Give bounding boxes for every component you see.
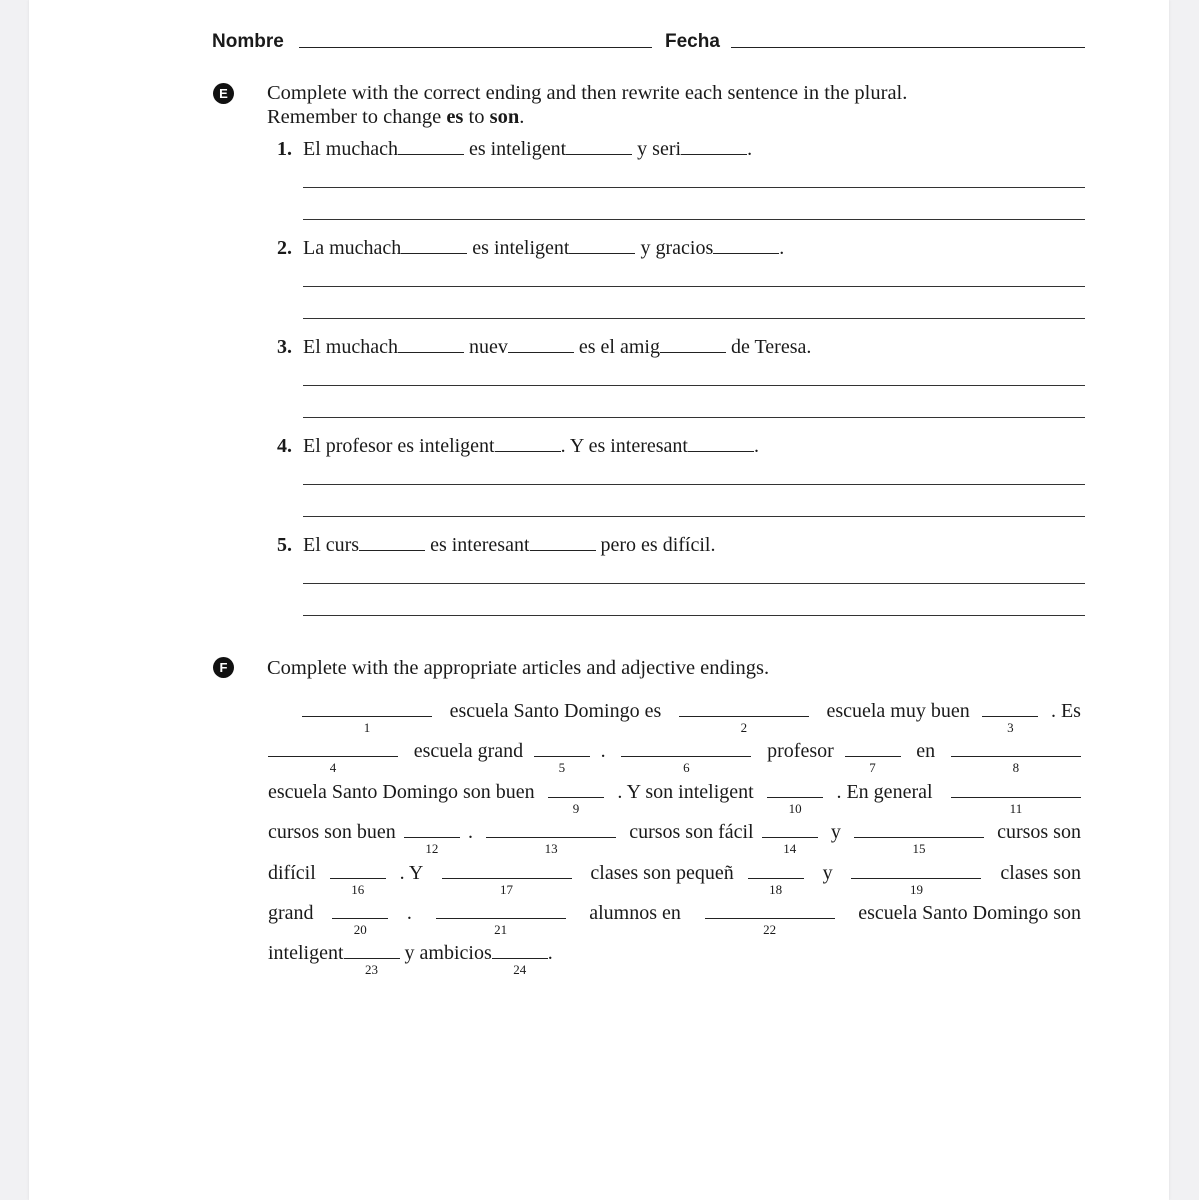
ending-blank[interactable] <box>688 450 754 452</box>
blank-21[interactable] <box>436 917 566 937</box>
ending-blank[interactable] <box>508 351 574 353</box>
item-text: El profesor es inteligent <box>303 435 495 457</box>
item-text: . <box>754 435 759 457</box>
answer-line[interactable] <box>303 385 1085 386</box>
instruction-es: es <box>446 106 464 128</box>
blank-15[interactable] <box>854 836 984 856</box>
blank-number: 3 <box>1007 720 1014 735</box>
item-number: 2. <box>277 237 292 259</box>
blank-1[interactable] <box>302 715 432 735</box>
ending-blank[interactable] <box>495 450 561 452</box>
blank-number: 11 <box>1009 801 1023 816</box>
item-text: es el amig <box>573 336 660 358</box>
paragraph-text: y <box>825 821 846 843</box>
blank-number: 8 <box>1012 760 1020 775</box>
paragraph-text: en <box>911 740 941 762</box>
paragraph-text: . En general <box>836 781 938 803</box>
item-text: y gracios <box>635 237 714 259</box>
section-e-badge: E <box>213 83 234 104</box>
exercise-item <box>277 336 811 359</box>
ending-blank[interactable] <box>401 252 467 254</box>
paragraph-line <box>268 902 1081 937</box>
paragraph-text: inteligent <box>268 942 344 964</box>
ending-blank[interactable] <box>569 252 635 254</box>
blank-10[interactable] <box>767 796 823 816</box>
blank-number: 4 <box>329 760 337 775</box>
blank-12[interactable] <box>404 836 460 856</box>
section-f-instruction: Complete with the appropriate articles and adjective endings. <box>267 657 770 679</box>
ending-blank[interactable] <box>359 549 425 551</box>
name-label: Nombre <box>212 31 284 52</box>
blank-5[interactable] <box>534 755 590 775</box>
ending-blank[interactable] <box>398 351 464 353</box>
blank-22[interactable] <box>705 917 835 937</box>
instruction-line-2 <box>267 105 907 129</box>
exercise-item <box>277 435 759 458</box>
answer-line[interactable] <box>303 583 1085 584</box>
paragraph-text: y ambicios <box>399 942 492 964</box>
item-number: 5. <box>277 534 292 556</box>
blank-8[interactable] <box>951 755 1081 775</box>
exercise-item <box>277 138 752 161</box>
section-e-instructions <box>267 81 907 129</box>
blank-number: 5 <box>558 760 566 775</box>
blank-9[interactable] <box>548 796 604 816</box>
blank-number: 22 <box>763 922 777 937</box>
blank-number: 23 <box>365 962 379 977</box>
paragraph-text: . Es <box>1050 700 1081 722</box>
blank-number: 2 <box>740 720 748 735</box>
blank-7[interactable] <box>845 755 901 775</box>
blank-number: 18 <box>769 882 783 897</box>
paragraph-text: escuela Santo Domingo es <box>444 700 667 722</box>
paragraph-text: . Y <box>399 862 428 884</box>
ending-blank[interactable] <box>530 549 596 551</box>
answer-line[interactable] <box>303 615 1085 616</box>
exercise-item <box>277 534 715 557</box>
paragraph-text: profesor <box>762 740 834 762</box>
paragraph-text: escuela muy buen <box>821 700 970 722</box>
answer-line[interactable] <box>303 219 1085 220</box>
instruction-text: Remember to change <box>267 106 447 128</box>
ending-blank[interactable] <box>566 153 632 155</box>
blank-18[interactable] <box>748 877 804 897</box>
item-text: es inteligent <box>463 138 567 160</box>
worksheet-page <box>29 0 1169 1200</box>
instruction-son: son <box>489 106 520 128</box>
item-text: . <box>779 237 785 259</box>
paragraph-line <box>268 781 1081 816</box>
paragraph-text: cursos son <box>992 821 1081 843</box>
item-number: 1. <box>277 138 292 160</box>
blank-number: 17 <box>500 882 513 897</box>
item-text: y seri <box>632 138 682 160</box>
blank-number: 6 <box>683 760 690 775</box>
item-text: La muchach <box>303 237 402 259</box>
name-field[interactable] <box>299 47 652 48</box>
item-text: . Y es interesant <box>560 435 688 457</box>
blank-17[interactable] <box>442 877 572 897</box>
instruction-text: . <box>519 106 525 128</box>
paragraph-text: . <box>406 902 417 924</box>
ending-blank[interactable] <box>398 153 464 155</box>
answer-line[interactable] <box>303 484 1085 485</box>
paragraph-text: escuela Santo Domingo son <box>853 902 1081 924</box>
answer-line[interactable] <box>303 516 1085 517</box>
item-text: El muchach <box>303 336 398 358</box>
blank-3[interactable] <box>982 715 1038 735</box>
paragraph-line <box>302 700 1081 735</box>
instruction-line-1: Complete with the correct ending and then rewrite each sentence in the plural. <box>267 82 908 104</box>
paragraph-text: cursos son buen <box>268 821 396 843</box>
blank-number: 20 <box>353 922 367 937</box>
paragraph-text: difícil <box>268 862 316 884</box>
blank-11[interactable] <box>951 796 1081 816</box>
paragraph-text: . <box>467 821 478 843</box>
paragraph-text: clases son <box>995 862 1081 884</box>
answer-line[interactable] <box>303 286 1085 287</box>
answer-line[interactable] <box>303 417 1085 418</box>
ending-blank[interactable] <box>660 351 726 353</box>
blank-number: 13 <box>544 841 558 856</box>
paragraph-text: . Y son inteligent <box>617 781 754 803</box>
paragraph-text: cursos son fácil <box>624 821 754 843</box>
paragraph-text: escuela grand <box>408 740 524 762</box>
item-text: pero es difícil. <box>595 534 716 556</box>
item-text: es inteligent <box>467 237 570 259</box>
blank-16[interactable] <box>330 877 386 897</box>
blank-number: 16 <box>351 882 365 897</box>
paragraph-text: alumnos en <box>584 902 686 924</box>
blank-number: 15 <box>912 841 926 856</box>
date-label: Fecha <box>665 31 720 52</box>
item-text: es interesant <box>425 534 530 556</box>
answer-line[interactable] <box>303 187 1085 188</box>
exercise-item <box>277 237 784 260</box>
blank-number: 19 <box>909 882 923 897</box>
paragraph-text: . <box>547 942 553 964</box>
instruction-text: to <box>463 106 490 128</box>
blank-2[interactable] <box>679 715 809 735</box>
item-text: El muchach <box>303 138 398 160</box>
item-text: nuev <box>463 336 508 358</box>
paragraph-text: y <box>817 862 838 884</box>
paragraph-line <box>268 862 1081 897</box>
blank-4[interactable] <box>268 755 398 775</box>
paragraph-text: . <box>600 740 611 762</box>
paragraph-line <box>268 740 1081 775</box>
blank-number: 24 <box>513 962 527 977</box>
blank-number: 10 <box>788 801 802 816</box>
blank-number: 14 <box>783 841 797 856</box>
blank-19[interactable] <box>851 877 981 897</box>
blank-number: 1 <box>363 720 371 735</box>
blank-number: 21 <box>494 922 508 937</box>
item-text: . <box>747 138 753 160</box>
blank-number: 9 <box>572 801 580 816</box>
item-number: 4. <box>277 435 292 457</box>
paragraph-text: grand <box>268 902 314 924</box>
paragraph-line <box>268 942 1081 977</box>
blank-23[interactable] <box>344 957 400 977</box>
answer-line[interactable] <box>303 318 1085 319</box>
ending-blank[interactable] <box>713 252 779 254</box>
ending-blank[interactable] <box>681 153 747 155</box>
paragraph-line <box>268 821 1081 856</box>
paragraph-text: clases son pequeñ <box>585 862 734 884</box>
blank-13[interactable] <box>486 836 616 856</box>
blank-number: 12 <box>425 841 439 856</box>
blank-20[interactable] <box>332 917 388 937</box>
section-f-badge: F <box>213 657 234 678</box>
blank-6[interactable] <box>621 755 751 775</box>
item-text: de Teresa. <box>725 336 812 358</box>
blank-14[interactable] <box>762 836 818 856</box>
paragraph-text: escuela Santo Domingo son buen <box>268 781 535 803</box>
item-number: 3. <box>277 336 292 358</box>
blank-24[interactable] <box>492 957 548 977</box>
date-field[interactable] <box>731 47 1085 48</box>
item-text: El curs <box>303 534 360 556</box>
blank-number: 7 <box>869 760 876 775</box>
